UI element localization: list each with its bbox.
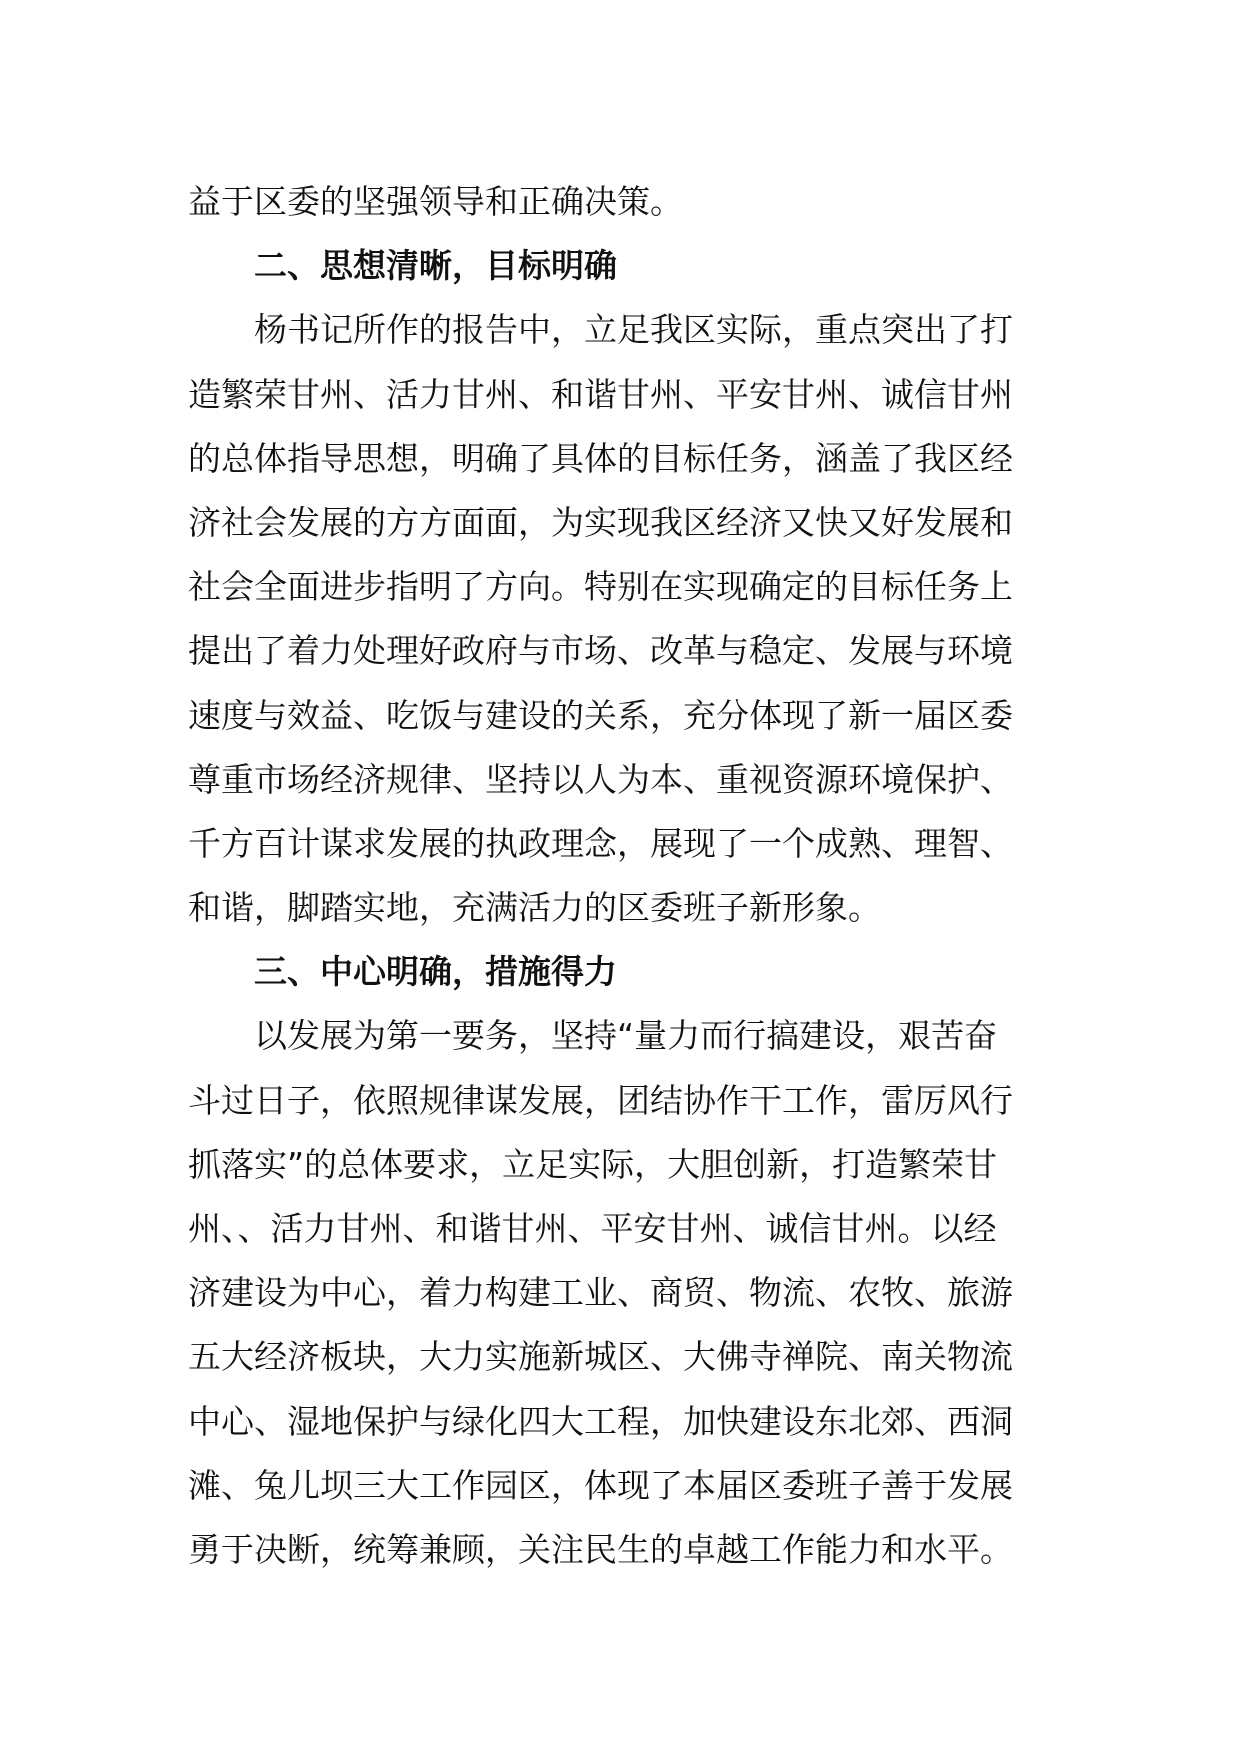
paragraph-line: 斗过日子，依照规律谋发展，团结协作干工作，雷厉风行 bbox=[188, 1080, 1013, 1120]
paragraph-line: 千方百计谋求发展的执政理念，展现了一个成熟、理智、 bbox=[188, 823, 1013, 863]
paragraph-line: 济建设为中心，着力构建工业、商贸、物流、农牧、旅游 bbox=[188, 1273, 1013, 1313]
paragraph-line: 以发展为第一要务，坚持“量力而行搞建设，艰苦奋 bbox=[254, 1016, 998, 1056]
document-body bbox=[188, 170, 1060, 1582]
paragraph-line: 造繁荣甘州、活力甘州、和谐甘州、平安甘州、诚信甘州 bbox=[188, 374, 1013, 414]
paragraph-line: 滩、兔儿坝三大工作园区，体现了本届区委班子善于发展 bbox=[188, 1465, 1013, 1505]
paragraph-line: 勇于决断，统筹兼顾，关注民生的卓越工作能力和水平。 bbox=[188, 1529, 1013, 1569]
section-heading-3: 三、中心明确，措施得力 bbox=[254, 952, 617, 992]
paragraph-line: 五大经济板块，大力实施新城区、大佛寺禅院、南关物流 bbox=[188, 1337, 1013, 1377]
paragraph-line: 速度与效益、吃饭与建设的关系，充分体现了新一届区委 bbox=[188, 695, 1013, 735]
paragraph-line: 和谐，脚踏实地，充满活力的区委班子新形象。 bbox=[188, 888, 881, 928]
paragraph-line: 提出了着力处理好政府与市场、改革与稳定、发展与环境 bbox=[188, 631, 1013, 671]
paragraph-line: 抓落实”的总体要求，立足实际，大胆创新，打造繁荣甘 bbox=[188, 1144, 998, 1184]
paragraph-line: 州、、活力甘州、和谐甘州、平安甘州、诚信甘州。以经 bbox=[188, 1209, 997, 1248]
paragraph-continuation-line: 益于区委的坚强领导和正确决策。 bbox=[188, 182, 683, 221]
paragraph-line: 中心、湿地保护与绿化四大工程，加快建设东北郊、西洞 bbox=[188, 1401, 1013, 1441]
paragraph-line: 杨书记所作的报告中，立足我区实际，重点突出了打 bbox=[254, 310, 1013, 350]
section-heading-2: 二、思想清晰，目标明确 bbox=[254, 246, 617, 286]
paragraph-line: 社会全面进步指明了方向。特别在实现确定的目标任务上 bbox=[188, 567, 1013, 607]
paragraph-line: 尊重市场经济规律、坚持以人为本、重视资源环境保护、 bbox=[188, 759, 1013, 799]
paragraph-line: 的总体指导思想，明确了具体的目标任务，涵盖了我区经 bbox=[188, 438, 1013, 478]
paragraph-line: 济社会发展的方方面面，为实现我区经济又快又好发展和 bbox=[188, 502, 1013, 542]
